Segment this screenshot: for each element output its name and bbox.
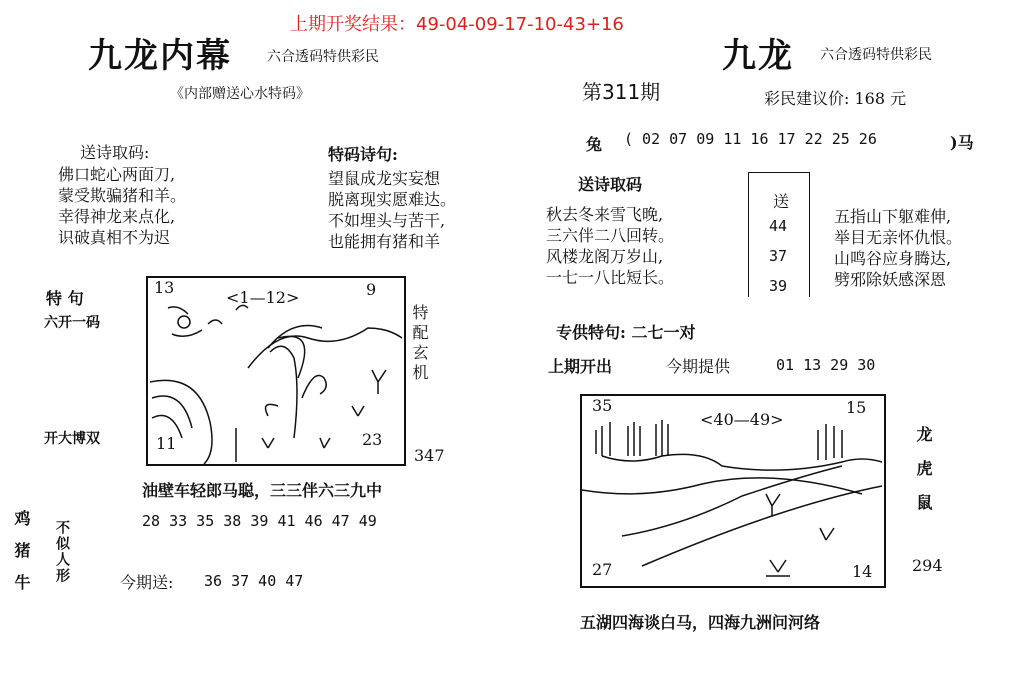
poem-line: 幸得神龙来点化, xyxy=(58,207,176,226)
last-out-label: 上期开出 xyxy=(548,357,613,376)
tema-line: 不如埋头与苦干, xyxy=(328,211,446,230)
gift-line: 《内部赠送心水特码》 xyxy=(170,86,310,102)
song-box xyxy=(748,172,810,297)
left-line1: 油壁车轻郎马聪，三三伴六三九中 xyxy=(142,481,383,500)
song-head: 送 xyxy=(773,192,790,211)
last-result: 上期开奖结果：49-04-09-17-10-43+16 xyxy=(290,14,624,35)
num-294: 294 xyxy=(912,556,943,575)
left-nums1: 28 33 35 38 39 41 46 47 49 xyxy=(142,512,377,530)
poem-line: 一七一八比短长。 xyxy=(546,268,675,287)
tema-label: 特码诗句: xyxy=(328,145,398,164)
img-tr-number: 9 xyxy=(366,280,377,299)
issue-number: 第311期 xyxy=(582,80,661,104)
left-title: 九龙内幕 xyxy=(88,36,232,76)
tepei-label: 特配玄机 xyxy=(410,304,429,384)
bu-si-ren-xing: 不似人形 xyxy=(54,520,70,584)
song-num: 37 xyxy=(769,247,788,265)
num-347: 347 xyxy=(414,446,445,465)
poem-line: 识破真相不为迟 xyxy=(58,228,171,247)
row-numbers: ( 02 07 09 11 16 17 22 25 26 xyxy=(624,130,877,148)
right-poem2-block xyxy=(834,206,962,290)
ji-zhu-niu: 鸡猪牛 xyxy=(12,510,31,606)
liukai-label: 六开一码 xyxy=(44,315,100,331)
poem-line: 举目无亲怀仇恨。 xyxy=(834,228,963,247)
img-bl-number: 11 xyxy=(156,434,177,453)
song-num: 44 xyxy=(769,217,788,235)
bottom-line: 五湖四海谈白马，四海九洲问河络 xyxy=(580,613,821,632)
left-subtitle: 六合透码特供彩民 xyxy=(267,49,379,65)
img-range: <40—49> xyxy=(700,410,784,429)
kaida-label: 开大博双 xyxy=(44,431,100,447)
img-tr-number: 15 xyxy=(846,398,867,417)
tema-line: 也能拥有猪和羊 xyxy=(328,232,441,251)
tema-line: 脱离现实愿难达。 xyxy=(328,190,457,209)
today-label: 今期送: xyxy=(120,573,174,592)
poem-line: 劈邪除妖感深恩 xyxy=(834,270,947,289)
provide-nums: 01 13 29 30 xyxy=(776,356,876,374)
left-sketch xyxy=(146,276,406,466)
img-tl-number: 35 xyxy=(592,396,613,415)
poem-line: 风楼龙阁万岁山, xyxy=(546,247,664,266)
song-num: 39 xyxy=(769,277,788,295)
img-range: <1—12> xyxy=(226,288,300,307)
tema-line: 望鼠成龙实妄想 xyxy=(328,169,441,188)
img-tl-number: 13 xyxy=(154,278,175,297)
horse-label: )马 xyxy=(950,133,974,152)
poem-line: 秋去冬来雪飞晚, xyxy=(546,205,664,224)
right-subtitle: 六合透码特供彩民 xyxy=(820,47,932,63)
long-hu-shu: 龙虎鼠 xyxy=(914,426,933,528)
tema-block xyxy=(328,168,456,252)
poem-line: 蒙受欺骗猪和羊。 xyxy=(58,186,187,205)
right-poem-label: 送诗取码 xyxy=(578,175,643,194)
img-bl-number: 27 xyxy=(592,560,613,579)
today-nums: 36 37 40 47 xyxy=(204,572,304,590)
poem-label: 送诗取码: xyxy=(80,143,150,162)
img-br-number: 23 xyxy=(362,430,383,449)
provide-label: 今期提供 xyxy=(666,357,731,376)
rabbit-label: 兔 xyxy=(586,135,603,154)
right-title: 九龙 xyxy=(722,36,794,76)
img-br-number: 14 xyxy=(852,562,873,581)
poem-block xyxy=(58,164,186,248)
poem-line: 山鸣谷应身腾达, xyxy=(834,249,952,268)
poem-line: 三六伴二八回转。 xyxy=(546,226,675,245)
special-line: 专供特句: 二七一对 xyxy=(556,323,696,342)
right-poem-block xyxy=(546,204,674,288)
teju-label: 特 句 xyxy=(46,289,84,308)
price: 彩民建议价: 168 元 xyxy=(764,89,907,108)
poem-line: 佛口蛇心两面刀, xyxy=(58,165,176,184)
right-sketch xyxy=(580,394,886,588)
poem-line: 五指山下躯难伸, xyxy=(834,207,952,226)
